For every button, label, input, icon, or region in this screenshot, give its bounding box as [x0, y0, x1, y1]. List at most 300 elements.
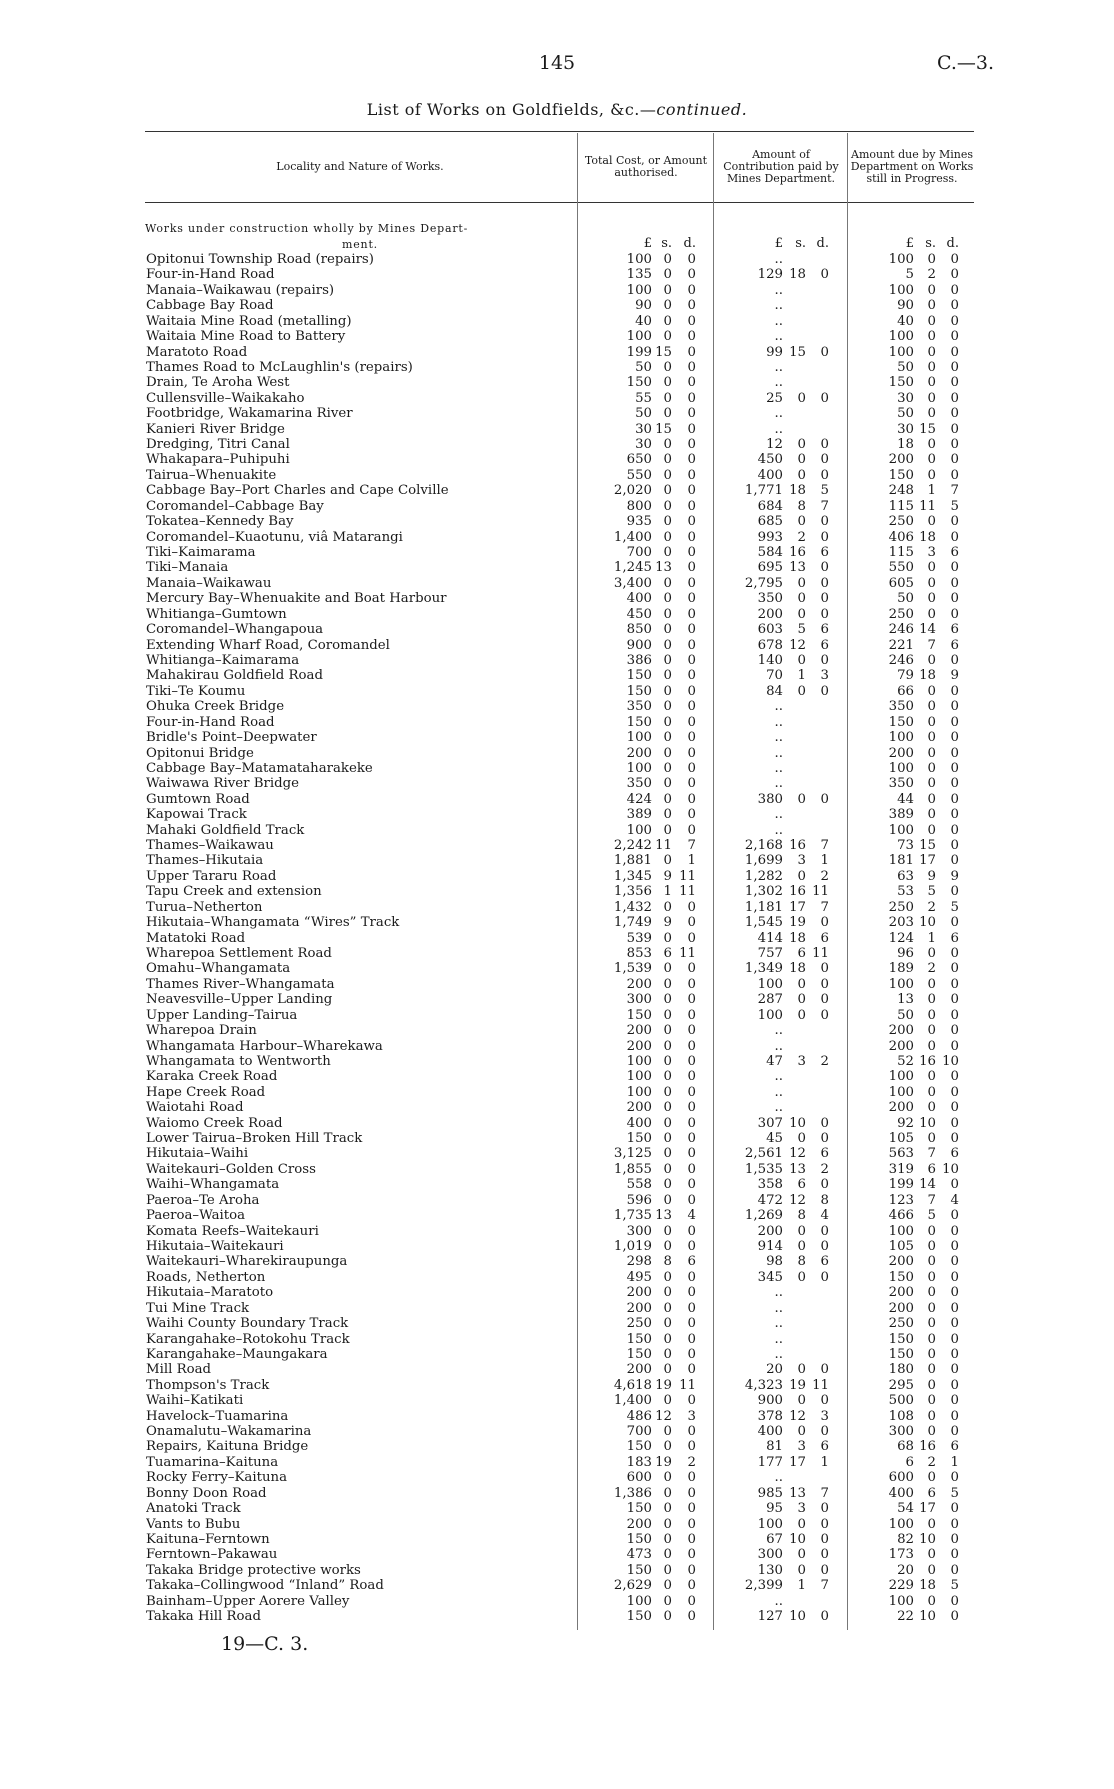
total-cost-pence: 0 — [687, 1161, 696, 1177]
table-row — [0, 483, 1114, 498]
amount-due-shillings: 0 — [927, 1424, 936, 1440]
locality-cell: Whitianga–Gumtown — [146, 606, 287, 622]
amount-due-pounds: 123 — [888, 1192, 914, 1208]
contribution-pounds: 45 — [766, 1131, 783, 1147]
amount-due-shillings: 16 — [919, 1053, 936, 1069]
amount-due-pounds: 100 — [888, 730, 914, 746]
total-cost-shillings: 0 — [663, 1131, 672, 1147]
amount-due-pence: 0 — [950, 1346, 959, 1362]
total-cost-pence: 0 — [687, 1192, 696, 1208]
total-cost-shillings: 0 — [663, 853, 672, 869]
amount-due-shillings: 0 — [927, 807, 936, 823]
contribution-pounds: 378 — [757, 1408, 783, 1424]
amount-due-pence: 0 — [950, 514, 959, 530]
contribution-shillings: 0 — [797, 1424, 806, 1440]
contribution-pence: 4 — [820, 1208, 829, 1224]
locality-cell: Upper Landing–Tairua — [146, 1007, 298, 1023]
contribution-shillings: 18 — [789, 930, 806, 946]
column-header-contribution: Amount of Contribution paid by Mines Department. — [723, 148, 839, 185]
contribution-shillings: 0 — [797, 575, 806, 591]
total-cost-shillings: 0 — [663, 1300, 672, 1316]
total-cost-shillings: 0 — [663, 930, 672, 946]
total-cost-shillings: 9 — [663, 915, 672, 931]
contribution-shillings: 15 — [789, 344, 806, 360]
locality-cell: Karangahake–Maungakara — [146, 1346, 328, 1362]
total-cost-pence: 0 — [687, 1470, 696, 1486]
contribution-shillings: 1 — [797, 668, 806, 684]
amount-due-shillings: 10 — [919, 1532, 936, 1548]
total-cost-pence: 6 — [687, 1254, 696, 1270]
contribution-pence: 0 — [820, 1516, 829, 1532]
total-cost-pounds: 400 — [626, 1115, 652, 1131]
total-cost-pounds: 700 — [626, 545, 652, 561]
contribution-pence: 0 — [820, 1223, 829, 1239]
locality-cell: Thames Road to McLaughlin's (repairs) — [146, 359, 413, 375]
amount-due-pounds: 100 — [888, 1593, 914, 1609]
amount-due-pence: 6 — [950, 637, 959, 653]
amount-due-pounds: 203 — [888, 915, 914, 931]
total-cost-pence: 0 — [687, 483, 696, 499]
amount-due-shillings: 0 — [927, 591, 936, 607]
total-cost-shillings: 0 — [663, 1362, 672, 1378]
locality-cell: Tiki–Te Koumu — [146, 683, 246, 699]
amount-due-pence: 0 — [950, 1516, 959, 1532]
table-row — [0, 715, 1114, 730]
amount-due-pence: 0 — [950, 1038, 959, 1054]
table-row — [0, 1239, 1114, 1254]
amount-due-pence: 5 — [950, 1578, 959, 1594]
contribution-pounds: .. — [774, 822, 783, 838]
table-row — [0, 1424, 1114, 1439]
contribution-shillings: 0 — [797, 1362, 806, 1378]
total-cost-pence: 0 — [687, 1223, 696, 1239]
amount-due-pounds: 200 — [888, 1023, 914, 1039]
amount-due-pence: 0 — [950, 1362, 959, 1378]
amount-due-pounds: 30 — [897, 421, 914, 437]
table-row — [0, 776, 1114, 791]
amount-due-shillings: 0 — [927, 776, 936, 792]
table-row — [0, 499, 1114, 514]
locality-cell: Mercury Bay–Whenuakite and Boat Harbour — [146, 591, 447, 607]
footer-signature: 19—C. 3. — [221, 1633, 309, 1655]
total-cost-pounds: 386 — [626, 652, 652, 668]
amount-due-pounds: 199 — [888, 1177, 914, 1193]
amount-due-pounds: 150 — [888, 714, 914, 730]
amount-due-pence: 0 — [950, 1501, 959, 1517]
contribution-pounds: 100 — [757, 976, 783, 992]
total-cost-shillings: 0 — [663, 1593, 672, 1609]
contribution-pounds: 380 — [757, 791, 783, 807]
table-row — [0, 653, 1114, 668]
contribution-pence: 6 — [820, 637, 829, 653]
contribution-shillings: 5 — [797, 622, 806, 638]
total-cost-pence: 0 — [687, 406, 696, 422]
total-cost-pounds: 2,020 — [613, 483, 652, 499]
contribution-pounds: .. — [774, 1593, 783, 1609]
amount-due-pounds: 173 — [888, 1547, 914, 1563]
amount-due-shillings: 0 — [927, 822, 936, 838]
contribution-pence: 5 — [820, 483, 829, 499]
amount-due-pounds: 406 — [888, 529, 914, 545]
amount-due-pence: 0 — [950, 1547, 959, 1563]
locality-cell: Repairs, Kaituna Bridge — [146, 1439, 309, 1455]
contribution-pence: 0 — [820, 992, 829, 1008]
table-row — [0, 1069, 1114, 1084]
total-cost-pence: 0 — [687, 298, 696, 314]
amount-due-pounds: 90 — [897, 298, 914, 314]
table-row — [0, 900, 1114, 915]
contribution-shillings: 0 — [797, 1516, 806, 1532]
amount-due-shillings: 0 — [927, 329, 936, 345]
amount-due-pounds: 200 — [888, 745, 914, 761]
total-cost-pence: 0 — [687, 267, 696, 283]
amount-due-pence: 0 — [950, 1269, 959, 1285]
amount-due-shillings: 0 — [927, 1593, 936, 1609]
contribution-shillings: 16 — [789, 884, 806, 900]
total-cost-pounds: 1,356 — [613, 884, 652, 900]
total-cost-shillings: 6 — [663, 945, 672, 961]
contribution-pounds: 81 — [766, 1439, 783, 1455]
locality-cell: Tiki–Manaia — [146, 560, 229, 576]
unit-pence: d. — [946, 236, 959, 251]
total-cost-pounds: 55 — [635, 390, 652, 406]
total-cost-shillings: 0 — [663, 252, 672, 267]
total-cost-pounds: 50 — [635, 359, 652, 375]
locality-cell: Kanieri River Bridge — [146, 421, 285, 437]
table-row — [0, 807, 1114, 822]
locality-cell: Waiomo Creek Road — [146, 1115, 283, 1131]
amount-due-shillings: 0 — [927, 976, 936, 992]
contribution-pence: 0 — [820, 1547, 829, 1563]
total-cost-pence: 0 — [687, 1532, 696, 1548]
table-row — [0, 1285, 1114, 1300]
amount-due-pence: 6 — [950, 622, 959, 638]
total-cost-pence: 0 — [687, 514, 696, 530]
locality-cell: Waitekauri–Wharekiraupunga — [146, 1254, 348, 1270]
total-cost-pounds: 150 — [626, 375, 652, 391]
total-cost-shillings: 0 — [663, 1100, 672, 1116]
unit-shillings: s. — [661, 236, 672, 251]
contribution-pence: 0 — [820, 1131, 829, 1147]
locality-cell: Hikutaia–Waihi — [146, 1146, 249, 1162]
amount-due-shillings: 0 — [927, 714, 936, 730]
total-cost-pounds: 900 — [626, 637, 652, 653]
amount-due-pounds: 30 — [897, 390, 914, 406]
contribution-pence: 0 — [820, 529, 829, 545]
total-cost-shillings: 0 — [663, 1547, 672, 1563]
amount-due-shillings: 0 — [927, 1131, 936, 1147]
total-cost-shillings: 0 — [663, 1177, 672, 1193]
total-cost-shillings: 0 — [663, 714, 672, 730]
locality-cell: Waitekauri–Golden Cross — [146, 1161, 316, 1177]
table-row — [0, 1116, 1114, 1131]
amount-due-pence: 0 — [950, 652, 959, 668]
contribution-pounds: 684 — [757, 498, 783, 514]
contribution-shillings: 3 — [797, 1053, 806, 1069]
total-cost-shillings: 0 — [663, 575, 672, 591]
contribution-shillings: 12 — [789, 1408, 806, 1424]
contribution-pounds: .. — [774, 282, 783, 298]
page-number: 145 — [538, 52, 576, 74]
total-cost-shillings: 0 — [663, 545, 672, 561]
amount-due-shillings: 0 — [927, 730, 936, 746]
locality-cell: Turua–Netherton — [146, 899, 263, 915]
contribution-pounds: 1,535 — [744, 1161, 783, 1177]
contribution-pence: 7 — [820, 838, 829, 854]
total-cost-pence: 0 — [687, 915, 696, 931]
total-cost-pence: 0 — [687, 652, 696, 668]
amount-due-pence: 0 — [950, 945, 959, 961]
table-row — [0, 1409, 1114, 1424]
total-cost-shillings: 0 — [663, 637, 672, 653]
total-cost-pence: 0 — [687, 1084, 696, 1100]
locality-cell: Waiwawa River Bridge — [146, 776, 300, 792]
contribution-pounds: 584 — [757, 545, 783, 561]
amount-due-pence: 0 — [950, 745, 959, 761]
locality-cell: Tiki–Kaimarama — [146, 545, 256, 561]
total-cost-pence: 0 — [687, 1346, 696, 1362]
table-row — [0, 1039, 1114, 1054]
total-cost-pence: 0 — [687, 591, 696, 607]
total-cost-pounds: 150 — [626, 1131, 652, 1147]
contribution-pounds: 1,282 — [744, 868, 783, 884]
table-row — [0, 915, 1114, 930]
amount-due-pence: 0 — [950, 1316, 959, 1332]
total-cost-pounds: 1,539 — [613, 961, 652, 977]
contribution-pounds: 20 — [766, 1362, 783, 1378]
amount-due-pence: 4 — [950, 1192, 959, 1208]
total-cost-pence: 0 — [687, 1439, 696, 1455]
locality-cell: Coromandel–Cabbage Bay — [146, 498, 324, 514]
total-cost-pence: 0 — [687, 390, 696, 406]
amount-due-shillings: 0 — [927, 1562, 936, 1578]
amount-due-pence: 0 — [950, 606, 959, 622]
total-cost-pence: 0 — [687, 575, 696, 591]
total-cost-pence: 0 — [687, 745, 696, 761]
amount-due-shillings: 0 — [927, 375, 936, 391]
contribution-pence: 6 — [820, 545, 829, 561]
amount-due-pounds: 350 — [888, 776, 914, 792]
total-cost-pounds: 558 — [626, 1177, 652, 1193]
total-cost-pence: 0 — [687, 545, 696, 561]
contribution-pence: 0 — [820, 514, 829, 530]
table-row — [0, 1254, 1114, 1269]
total-cost-pounds: 199 — [626, 344, 652, 360]
total-cost-pence: 0 — [687, 1239, 696, 1254]
amount-due-pence: 10 — [942, 1161, 959, 1177]
amount-due-pounds: 246 — [888, 622, 914, 638]
amount-due-shillings: 2 — [927, 1454, 936, 1470]
amount-due-pounds: 466 — [888, 1208, 914, 1224]
amount-due-pence: 0 — [950, 1223, 959, 1239]
amount-due-shillings: 0 — [927, 606, 936, 622]
contribution-shillings: 12 — [789, 637, 806, 653]
contribution-pounds: 25 — [766, 390, 783, 406]
contribution-pounds: 300 — [757, 1547, 783, 1563]
total-cost-pounds: 30 — [635, 437, 652, 453]
amount-due-pounds: 100 — [888, 282, 914, 298]
contribution-pence: 0 — [820, 1007, 829, 1023]
locality-cell: Karangahake–Rotokohu Track — [146, 1331, 350, 1347]
total-cost-pounds: 200 — [626, 745, 652, 761]
contribution-pence: 0 — [820, 437, 829, 453]
unit-pence: d. — [816, 236, 829, 251]
total-cost-pence: 3 — [687, 1408, 696, 1424]
table-row — [0, 267, 1114, 282]
contribution-shillings: 13 — [789, 1485, 806, 1501]
table-row — [0, 884, 1114, 899]
contribution-shillings: 13 — [789, 560, 806, 576]
contribution-shillings: 0 — [797, 1239, 806, 1254]
contribution-pounds: .. — [774, 1100, 783, 1116]
locality-cell: Footbridge, Wakamarina River — [146, 406, 353, 422]
amount-due-shillings: 7 — [927, 1192, 936, 1208]
amount-due-pounds: 250 — [888, 606, 914, 622]
total-cost-shillings: 0 — [663, 1269, 672, 1285]
total-cost-pence: 0 — [687, 375, 696, 391]
total-cost-shillings: 0 — [663, 791, 672, 807]
contribution-shillings: 16 — [789, 838, 806, 854]
contribution-pounds: 1,302 — [744, 884, 783, 900]
locality-cell: Takaka Bridge protective works — [146, 1562, 361, 1578]
amount-due-shillings: 0 — [927, 452, 936, 468]
amount-due-pounds: 350 — [888, 699, 914, 715]
amount-due-pounds: 13 — [897, 992, 914, 1008]
contribution-pounds: .. — [774, 313, 783, 329]
total-cost-pence: 0 — [687, 992, 696, 1008]
amount-due-pounds: 563 — [888, 1146, 914, 1162]
contribution-pence: 0 — [820, 961, 829, 977]
locality-cell: Komata Reefs–Waitekauri — [146, 1223, 319, 1239]
amount-due-pence: 0 — [950, 1239, 959, 1254]
amount-due-shillings: 0 — [927, 1516, 936, 1532]
contribution-pounds: 127 — [757, 1609, 783, 1625]
total-cost-pounds: 1,735 — [613, 1208, 652, 1224]
amount-due-pounds: 100 — [888, 1069, 914, 1085]
contribution-pence: 2 — [820, 868, 829, 884]
contribution-pounds: 140 — [757, 652, 783, 668]
table-row — [0, 838, 1114, 853]
table-row — [0, 946, 1114, 961]
amount-due-pence: 0 — [950, 1562, 959, 1578]
total-cost-pence: 7 — [687, 838, 696, 854]
total-cost-shillings: 11 — [655, 838, 672, 854]
total-cost-pence: 0 — [687, 637, 696, 653]
amount-due-shillings: 10 — [919, 1609, 936, 1625]
amount-due-pence: 0 — [950, 760, 959, 776]
amount-due-pence: 0 — [950, 591, 959, 607]
total-cost-pence: 0 — [687, 1146, 696, 1162]
locality-cell: Whakapara–Puhipuhi — [146, 452, 290, 468]
amount-due-shillings: 0 — [927, 406, 936, 422]
contribution-pounds: 1,699 — [744, 853, 783, 869]
amount-due-pence: 0 — [950, 961, 959, 977]
total-cost-pence: 0 — [687, 313, 696, 329]
locality-cell: Tui Mine Track — [146, 1300, 250, 1316]
total-cost-shillings: 0 — [663, 992, 672, 1008]
locality-cell: Bridle's Point–Deepwater — [146, 730, 317, 746]
amount-due-pence: 0 — [950, 1470, 959, 1486]
amount-due-shillings: 9 — [927, 868, 936, 884]
total-cost-pounds: 100 — [626, 1593, 652, 1609]
contribution-shillings: 0 — [797, 606, 806, 622]
locality-cell: Hikutaia–Waitekauri — [146, 1239, 284, 1254]
total-cost-shillings: 0 — [663, 1084, 672, 1100]
table-row — [0, 1131, 1114, 1146]
total-cost-pence: 0 — [687, 822, 696, 838]
contribution-pounds: .. — [774, 730, 783, 746]
amount-due-pounds: 100 — [888, 1516, 914, 1532]
total-cost-pence: 11 — [679, 1377, 696, 1393]
table-row — [0, 1146, 1114, 1161]
total-cost-pence: 0 — [687, 1609, 696, 1625]
total-cost-shillings: 0 — [663, 745, 672, 761]
amount-due-shillings: 0 — [927, 344, 936, 360]
amount-due-pence: 0 — [950, 791, 959, 807]
locality-cell: Upper Tararu Road — [146, 868, 277, 884]
total-cost-pounds: 100 — [626, 1084, 652, 1100]
amount-due-pence: 0 — [950, 1593, 959, 1609]
contribution-shillings: 18 — [789, 267, 806, 283]
contribution-pence: 1 — [820, 1454, 829, 1470]
table-row — [0, 1100, 1114, 1115]
amount-due-shillings: 1 — [927, 483, 936, 499]
contribution-pounds: .. — [774, 359, 783, 375]
locality-cell: Karaka Creek Road — [146, 1069, 278, 1085]
amount-due-pounds: 250 — [888, 899, 914, 915]
amount-due-shillings: 14 — [919, 622, 936, 638]
table-row — [0, 792, 1114, 807]
total-cost-pence: 0 — [687, 1038, 696, 1054]
amount-due-pence: 5 — [950, 899, 959, 915]
amount-due-pounds: 50 — [897, 406, 914, 422]
locality-cell: Omahu–Whangamata — [146, 961, 291, 977]
table-row — [0, 853, 1114, 868]
amount-due-pounds: 200 — [888, 1254, 914, 1270]
table-row — [0, 1594, 1114, 1609]
locality-cell: Opitonui Bridge — [146, 745, 254, 761]
total-cost-shillings: 12 — [655, 1408, 672, 1424]
contribution-pounds: 358 — [757, 1177, 783, 1193]
total-cost-pence: 0 — [687, 1023, 696, 1039]
amount-due-shillings: 0 — [927, 699, 936, 715]
locality-cell: Bainham–Upper Aorere Valley — [146, 1593, 350, 1609]
table-row — [0, 931, 1114, 946]
contribution-pounds: 993 — [757, 529, 783, 545]
contribution-shillings: 2 — [797, 529, 806, 545]
contribution-pounds: 1,545 — [744, 915, 783, 931]
amount-due-pounds: 319 — [888, 1161, 914, 1177]
contribution-pence: 11 — [812, 884, 829, 900]
total-cost-pounds: 2,242 — [613, 838, 652, 854]
amount-due-pounds: 63 — [897, 868, 914, 884]
amount-due-pence: 0 — [950, 560, 959, 576]
total-cost-shillings: 0 — [663, 961, 672, 977]
contribution-shillings: 3 — [797, 1439, 806, 1455]
amount-due-pounds: 200 — [888, 1300, 914, 1316]
table-row — [0, 961, 1114, 976]
amount-due-pence: 0 — [950, 992, 959, 1008]
contribution-pounds: 177 — [757, 1454, 783, 1470]
amount-due-shillings: 0 — [927, 1023, 936, 1039]
amount-due-pence: 0 — [950, 1177, 959, 1193]
contribution-pence: 0 — [820, 791, 829, 807]
contribution-pence: 0 — [820, 1562, 829, 1578]
amount-due-pence: 0 — [950, 467, 959, 483]
amount-due-pence: 0 — [950, 1532, 959, 1548]
amount-due-shillings: 0 — [927, 390, 936, 406]
locality-cell: Manaia–Waikawau — [146, 575, 272, 591]
